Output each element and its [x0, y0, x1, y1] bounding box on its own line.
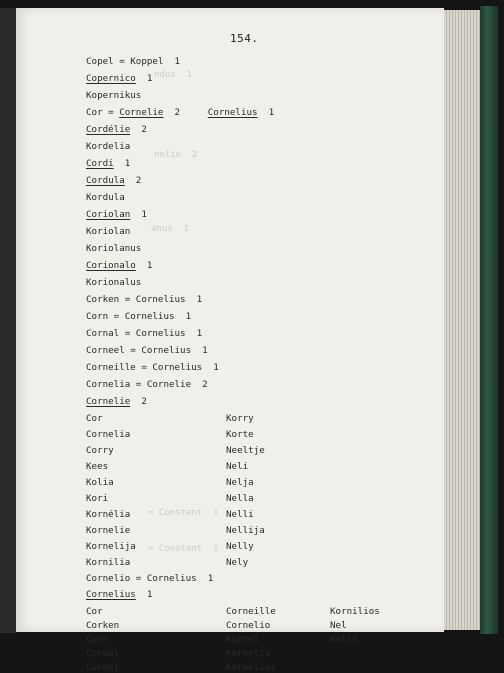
variant-name: Kornelie	[86, 525, 131, 536]
index-entry	[86, 192, 125, 203]
entry-count: 1	[130, 209, 147, 220]
entry-name: Cordi	[86, 158, 114, 169]
entry-name: Cordélie	[86, 124, 131, 135]
page-edges	[444, 10, 482, 630]
entry-name: Corn = Cornelius	[86, 311, 175, 322]
variant-name: Neeltje	[226, 445, 265, 456]
variant-name: Corneille	[226, 606, 276, 617]
entry-count: 1	[202, 362, 219, 373]
entry-name: Kopernikus	[86, 90, 142, 101]
variant-name: Cornal	[86, 648, 120, 659]
index-entry	[86, 90, 141, 101]
index-entry	[86, 226, 130, 237]
variant-name: Corry	[86, 445, 114, 456]
entry-count: 2	[130, 124, 147, 135]
entry-name: Cornelius	[207, 107, 258, 118]
variant-name: Korry	[226, 413, 254, 424]
entry-count: 1	[135, 73, 153, 84]
variant-name: Kees	[86, 461, 109, 472]
entry-name: Corneel = Cornelius	[86, 345, 192, 356]
entry-count: 1	[185, 294, 203, 305]
index-entry	[86, 158, 130, 169]
variant-name: Nely	[226, 557, 249, 568]
index-entry	[86, 209, 147, 220]
entry-count: 2	[191, 379, 208, 390]
entry-name: Cornelie	[119, 107, 164, 118]
book-cover	[480, 6, 498, 634]
index-entry	[86, 573, 213, 584]
variant-name: Nella	[226, 493, 254, 504]
index-entry	[86, 294, 202, 305]
entry-name: Cordula	[86, 175, 125, 186]
variant-name: Cornelio	[226, 620, 271, 631]
index-entry	[86, 107, 274, 118]
variant-name: Kornelius	[226, 662, 276, 673]
entry-name: Korionalus	[86, 277, 142, 288]
entry-count: 1	[174, 311, 192, 322]
entry-count: 1	[185, 328, 203, 339]
variant-name: Cor	[86, 413, 103, 424]
index-entry	[86, 362, 219, 373]
index-entry	[86, 311, 191, 322]
bleed-through-text: ndus 1	[154, 70, 192, 80]
entry-count: 1	[163, 56, 181, 67]
variant-name: Corn	[86, 634, 109, 645]
index-entry	[86, 175, 141, 186]
bleed-through-text: = Constant 1	[148, 544, 219, 554]
index-entry	[86, 345, 208, 356]
book-spine-left	[0, 8, 16, 633]
variant-name: Korte	[226, 429, 254, 440]
variant-name: Nellija	[226, 525, 265, 536]
variant-name: Cornel	[86, 662, 120, 673]
index-entry	[86, 396, 147, 407]
entry-count: 1	[113, 158, 131, 169]
entry-name: Copernico	[86, 73, 136, 84]
variant-name: Corken	[86, 620, 120, 631]
variant-name: Kornilios	[330, 606, 380, 617]
entry-count: 2	[130, 396, 147, 407]
variant-name: Kornel	[226, 634, 260, 645]
index-entry	[86, 328, 202, 339]
bleed-through-text: = Constant 1	[148, 508, 219, 518]
variant-name: Nelis	[330, 634, 358, 645]
entry-name: Cornelia = Cornelie	[86, 379, 192, 390]
variant-name: Kornelis	[226, 648, 271, 659]
entry-name: Kordelia	[86, 141, 131, 152]
variant-name: Nel	[330, 620, 347, 631]
bleed-through-text: nelie 2	[154, 150, 198, 160]
bleed-through-text: anus 1	[151, 224, 189, 234]
index-entry	[86, 589, 152, 600]
variant-name: Cornelia	[86, 429, 131, 440]
entry-name: Cornelie	[86, 396, 131, 407]
variant-name: Kornilia	[86, 557, 131, 568]
entry-count: 1	[196, 573, 214, 584]
index-entry	[86, 260, 152, 271]
index-entry	[86, 73, 152, 84]
entry-name: Koriolanus	[86, 243, 142, 254]
variant-name: Nelly	[226, 541, 254, 552]
entry-name: Cornelius	[86, 589, 136, 600]
index-entry	[86, 124, 147, 135]
entry-name: Corken = Cornelius	[86, 294, 186, 305]
page-number: 154.	[230, 32, 259, 45]
entry-count: 1	[257, 107, 275, 118]
entry-count: 1	[135, 260, 153, 271]
entry-count: 2	[163, 107, 181, 118]
entry-name: Cornal = Cornelius	[86, 328, 186, 339]
entry-name: Kordula	[86, 192, 125, 203]
entry-name: Cor =	[86, 107, 120, 118]
entry-name: Corionalo	[86, 260, 136, 271]
entry-count: 2	[124, 175, 142, 186]
index-entry	[86, 243, 141, 254]
variant-name: Cor	[86, 606, 103, 617]
variant-name: Kornelija	[86, 541, 136, 552]
index-entry	[86, 277, 141, 288]
variant-name: Kolia	[86, 477, 114, 488]
entry-count: 1	[191, 345, 208, 356]
entry-name: Corneille = Cornelius	[86, 362, 203, 373]
book-page	[16, 8, 444, 673]
index-entry	[86, 379, 208, 390]
variant-name: Kori	[86, 493, 109, 504]
variant-name: Kornélia	[86, 509, 131, 520]
entry-name: Copel = Koppel	[86, 56, 164, 67]
variant-name: Nelli	[226, 509, 254, 520]
entry-name: Cornelio = Cornelius	[86, 573, 197, 584]
variant-name: Nelja	[226, 477, 254, 488]
entry-name: Koriolan	[86, 226, 131, 237]
entry-name: Coriolan	[86, 209, 131, 220]
index-entry	[86, 56, 180, 67]
entry-count: 1	[135, 589, 153, 600]
index-entry	[86, 141, 130, 152]
variant-name: Neli	[226, 461, 249, 472]
